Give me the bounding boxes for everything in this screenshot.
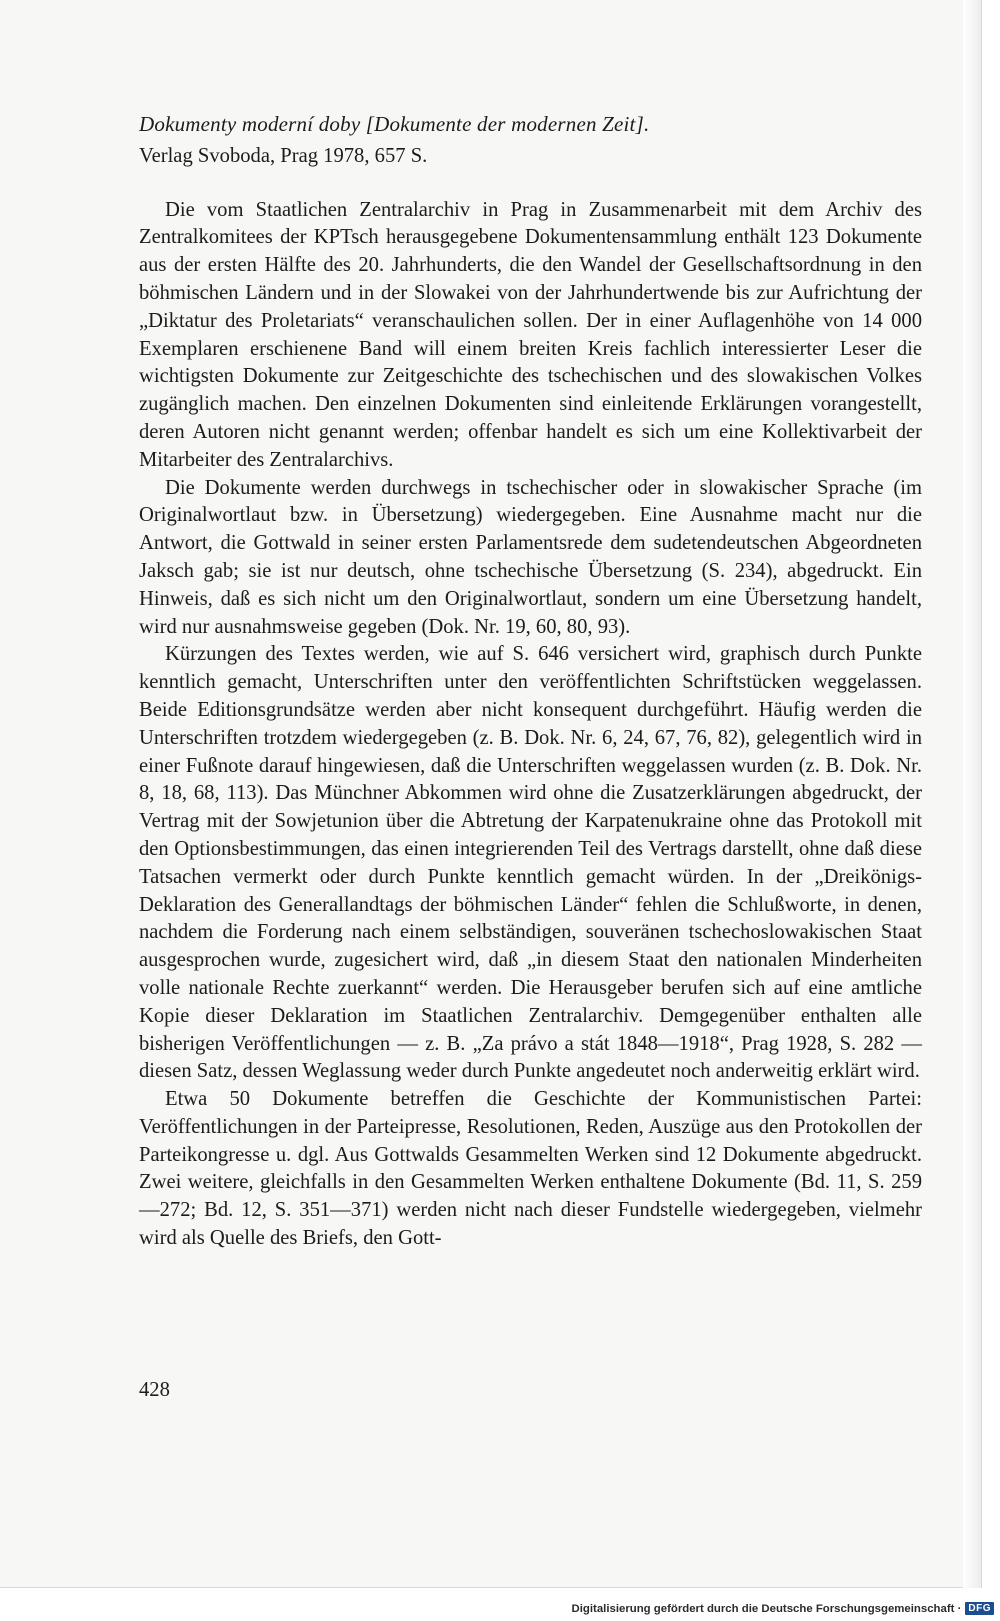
paragraph: Die Dokumente werden durchwegs in tschechischer oder in slowakischer Sprache (im Originalwortlaut bzw. in Übersetzung) wiedergegeben. Eine Ausnahme macht nur die Antwort, die Gottwald in seiner ersten Parlamentsrede dem sudetendeutschen Abgeordneten Jaksch gab; sie ist nur deutsch, ohne tschechische Übersetzung (S. 234), abgedruckt. Ein Hinweis, daß es sich nicht um den Originalwortlaut, sondern um eine Übersetzung handelt, wird nur ausnahmsweise gegeben (Dok. Nr. 19, 60, 80, 93). [139,476,922,638]
page-edge-shadow [963,0,981,1588]
paragraph: Etwa 50 Dokumente betreffen die Geschichte der Kommunistischen Partei: Veröffentlichungen in der Parteipresse, Resolutionen, Reden, Auszüge aus den Protokollen der Parteikongresse u. dgl. Aus Gottwalds Gesammelten Werken sind 12 Dokumente abgedruckt. Zwei weitere, gleichfalls in den Gesammelten Werken enthaltene Dokumente (Bd. 11, S. 259—272; Bd. 12, S. 351—371) werden nicht nach dieser Fundstelle wiedergegeben, vielmehr wird als Quelle des Briefs, den Gott- [139,1088,922,1250]
credit-text: Digitalisierung gefördert durch die Deutsche Forschungsgemeinschaft · [571,1602,962,1615]
digitization-credit [572,1602,994,1615]
review-text-block [139,111,922,1253]
dfg-logo-icon: DFG [965,1602,994,1615]
paragraph: Kürzungen des Textes werden, wie auf S. 646 versichert wird, graphisch durch Punkte kenntlich gemacht, Unterschriften unter den veröffentlichten Schriftstücken weggelassen. Beide Editionsgrundsätze werden aber nicht konsequent durchgeführt. Häufig werden die Unterschriften trotzdem wiedergegeben (z. B. Dok. Nr. 6, 24, 67, 76, 82), gelegentlich wird in einer Fußnote darauf hingewiesen, daß die Unterschriften weggelassen wurden (z. B. Dok. Nr. 8, 18, 68, 113). Das Münchner Abkommen wird ohne die Zusatzerklärungen abgedruckt, der Vertrag mit der Sowjetunion über die Abtretung der Karpatenukraine ohne das Protokoll mit den Optionsbestimmungen, das einen integrierenden Teil des Vertrags darstellt, ohne daß diese Tatsachen vermerkt oder durch Punkte kenntlich gemacht würden. In der „Dreikönigs-Deklaration des Generallandtags der böhmischen Länder“ fehlen die Schlußworte, in denen, nachdem die Forderung nach einem selbständigen, souveränen tschechoslowakischen Staat ausgesprochen wurde, zugesichert wird, daß „in diesem Staat den nationalen Minderheiten volle nationale Rechte zuerkannt“ werden. Die Herausgeber berufen sich auf eine amtliche Kopie dieser Deklaration im Staatlichen Zentralarchiv. Demgegenüber enthalten alle bisherigen Veröffentlichungen — z. B. „Za právo a stát 1848—1918“, Prag 1928, S. 282 — diesen Satz, dessen Weglassung weder durch Punkte angedeutet noch anderweitig erklärt wird. [139,643,922,1083]
book-publisher: Verlag Svoboda, Prag 1978, 657 S. [139,144,428,167]
paragraph: Die vom Staatlichen Zentralarchiv in Prag in Zusammenarbeit mit dem Archiv des Zentralkomitees der KPTsch herausgegebene Dokumentensammlung enthält 123 Dokumente aus der ersten Hälfte des 20. Jahrhunderts, die den Wandel der Gesellschaftsordnung in den böhmischen Ländern und in der Slowakei von der Jahrhundertwende bis zur Aufrichtung der „Diktatur des Proletariats“ veranschaulichen sollen. Der in einer Auflagenhöhe von 14 000 Exemplaren erschienene Band will einem breiten Kreis fachlich interessierter Leser die wichtigsten Dokumente zur Zeitgeschichte des tschechischen und des slowakischen Volkes zugänglich machen. Den einzelnen Dokumenten sind einleitende Erklärungen vorangestellt, deren Autoren nicht genannt werden; offenbar handelt es sich um eine Kollektivarbeit der Mitarbeiter des Zentralarchivs. [139,198,922,471]
page-number: 428 [139,1379,170,1401]
book-title: Dokumenty moderní doby [Dokumente der modernen Zeit]. [139,112,650,136]
review-body [139,197,922,1253]
